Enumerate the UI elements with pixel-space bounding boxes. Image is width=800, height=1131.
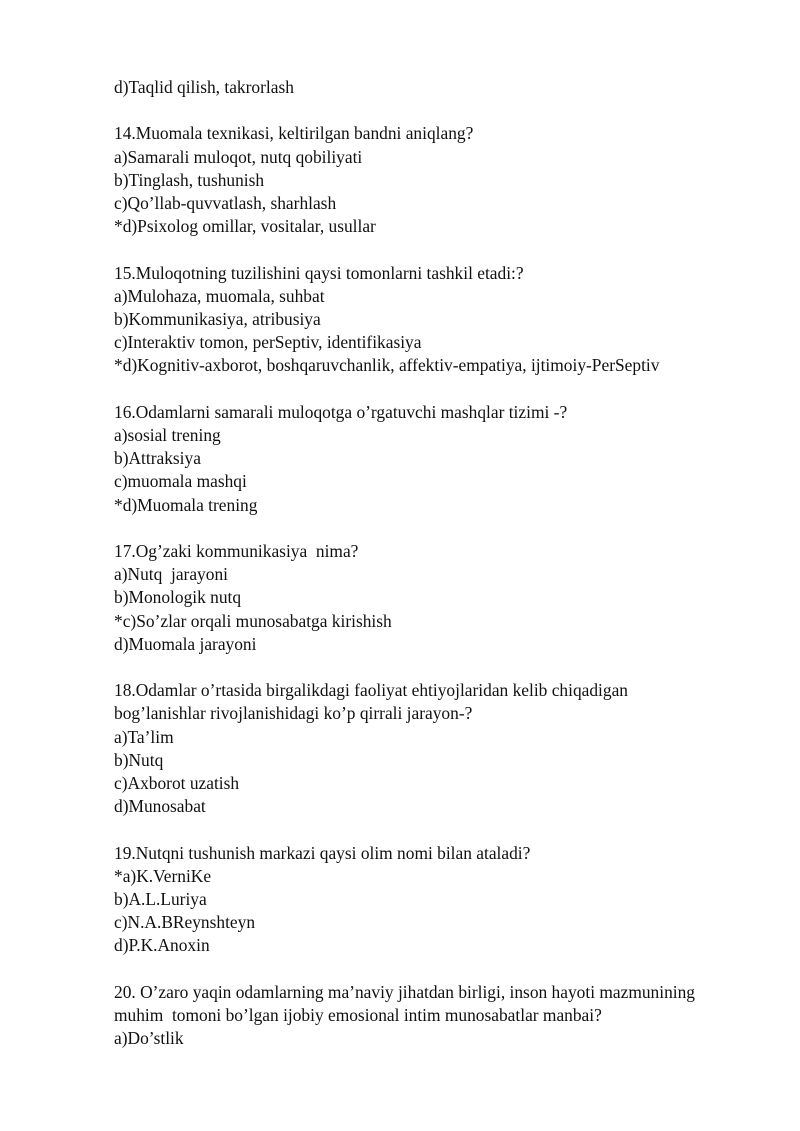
question-block-15 xyxy=(114,262,754,378)
answer-option: d)Taqlid qilish, takrorlash xyxy=(114,77,294,97)
paragraph-gap xyxy=(114,238,754,261)
question-text-continuation: muhim tomoni bo’lgan ijobiy emosional intim munosabatlar manbai? xyxy=(114,1005,602,1026)
paragraph-gap xyxy=(114,656,754,679)
answer-option: c)Interaktiv tomon, perSeptiv, identifikasiya xyxy=(114,332,422,353)
answer-option: a)Samarali muloqot, nutq qobiliyati xyxy=(114,146,363,167)
question-text: 14.Muomala texnikasi, keltirilgan bandni aniqlang? xyxy=(114,123,474,144)
question-text: 16.Odamlarni samarali muloqotga o’rgatuvchi mashqlar tizimi -? xyxy=(114,401,568,422)
answer-option: b)A.L.Luriya xyxy=(114,889,207,910)
question-block-16 xyxy=(114,401,754,517)
answer-option: c)muomala mashqi xyxy=(114,471,247,492)
answer-option: b)Tinglash, tushunish xyxy=(114,169,265,190)
correct-answer-option: *d)Muomala trening xyxy=(114,494,258,515)
answer-option: d)Muomala jarayoni xyxy=(114,633,257,654)
paragraph-gap xyxy=(114,99,754,122)
correct-answer-option: *d)Psixolog omillar, vositalar, usullar xyxy=(114,216,376,237)
answer-option: a)Nutq jarayoni xyxy=(114,564,228,585)
answer-option: b)Nutq xyxy=(114,749,164,770)
question-text: 15.Muloqotning tuzilishini qaysi tomonlarni tashkil etadi:? xyxy=(114,262,524,283)
answer-option: d)Munosabat xyxy=(114,796,206,817)
document-body xyxy=(114,76,754,1050)
answer-option: a)Ta’lim xyxy=(114,726,174,747)
paragraph-gap xyxy=(114,517,754,540)
paragraph-gap xyxy=(114,818,754,841)
question-block-17 xyxy=(114,540,754,656)
paragraph-gap xyxy=(114,378,754,401)
answer-option: b)Monologik nutq xyxy=(114,587,242,608)
answer-option: a)Do’stlik xyxy=(114,1028,184,1049)
answer-option: b)Attraksiya xyxy=(114,448,201,469)
answer-option: b)Kommunikasiya, atribusiya xyxy=(114,309,321,329)
answer-option: c)Axborot uzatish xyxy=(114,773,240,794)
question-text: 19.Nutqni tushunish markazi qaysi olim nomi bilan ataladi? xyxy=(114,842,531,863)
question-text-continuation: bog’lanishlar rivojlanishidagi ko’p qirrali jarayon-? xyxy=(114,703,473,724)
answer-option: c)Qo’llab-quvvatlash, sharhlash xyxy=(114,193,337,213)
answer-option: d)P.K.Anoxin xyxy=(114,935,210,956)
question-block-20 xyxy=(114,981,754,1051)
question-text: 20. O’zaro yaqin odamlarning ma’naviy jihatdan birligi, inson hayoti mazmunining xyxy=(114,981,696,1002)
answer-option: c)N.A.BReynshteyn xyxy=(114,912,256,933)
correct-answer-option: *a)K.VerniKe xyxy=(114,865,212,886)
question-text: 17.Og’zaki kommunikasiya nima? xyxy=(114,541,359,561)
question-text: 18.Odamlar o’rtasida birgalikdagi faoliyat ehtiyojlaridan kelib chiqadigan xyxy=(114,680,628,701)
question-block-18 xyxy=(114,679,754,818)
answer-option: a)sosial trening xyxy=(114,425,221,445)
answer-option: a)Mulohaza, muomala, suhbat xyxy=(114,285,325,306)
question-block-19 xyxy=(114,842,754,958)
correct-answer-option: *d)Kognitiv-axborot, boshqaruvchanlik, affektiv-empatiya, ijtimoiy-PerSeptiv xyxy=(114,355,660,376)
paragraph-gap xyxy=(114,958,754,981)
question-block-14 xyxy=(114,122,754,238)
correct-answer-option: *c)So’zlar orqali munosabatga kirishish xyxy=(114,610,392,631)
